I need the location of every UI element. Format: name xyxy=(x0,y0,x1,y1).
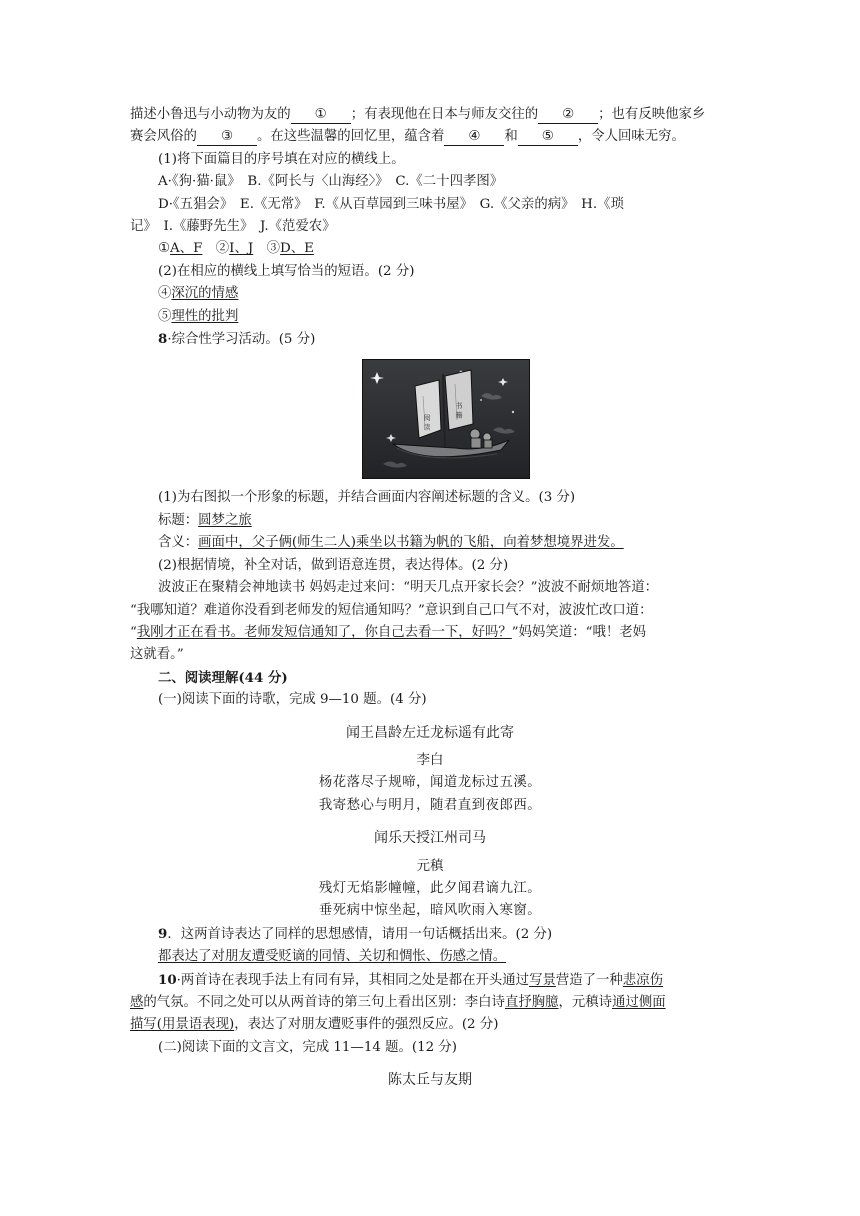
poem1-title: 闻王昌龄左迁龙标遥有此寄 xyxy=(346,724,514,741)
q8-meaning-answer: 含义：画面中，父子俩(师生二人)乘坐以书籍为帆的飞船，向着梦想境界进发。 xyxy=(158,535,624,551)
blank-3: ③ xyxy=(197,129,257,146)
q10-line-3: 描写(用景语表现)，表达了对朋友遭贬事件的强烈反应。(2 分) xyxy=(130,1017,499,1033)
poem2-line2: 垂死病中惊坐起，暗风吹雨入寒窗。 xyxy=(318,903,542,919)
q8-dialog-1: 波波正在聚精会神地读书 妈妈走过来问：“明天几点开家长会？”波波不耐烦地答道： xyxy=(158,580,659,596)
flying-ship-image xyxy=(363,360,529,478)
q7-answer-5: ⑤理性的批判 xyxy=(158,308,239,324)
sail-right-label: 书 籍 xyxy=(455,402,463,419)
poem1-author: 李白 xyxy=(416,752,444,768)
q9-answer: 都表达了对朋友遭受贬谪的同情、关切和惆怅、伤感之情。 xyxy=(158,949,507,965)
sail-left-label: 阅 读 xyxy=(423,414,431,431)
section-2-part1: (一)阅读下面的诗歌，完成 9—10 题。(4 分) xyxy=(158,692,427,708)
answer-3: D、E xyxy=(280,241,314,257)
answer-2: I、J xyxy=(229,241,254,257)
q8-sub2: (2)根据情境，补全对话，做到语意连贯，表达得体。(2 分) xyxy=(158,557,509,573)
q7-sub1: (1)将下面篇目的序号填在对应的横线上。 xyxy=(158,151,405,167)
dialog-answer: 我刚才正在看书。老师发短信通知了，你自己去看一下，好吗？ xyxy=(136,624,512,640)
section-2-heading: 二、阅读理解(44 分) xyxy=(158,669,288,686)
q8-title-answer: 标题：圆梦之旅 xyxy=(158,512,252,528)
part2-heading: (二)阅读下面的文言文，完成 11—14 题。(12 分) xyxy=(158,1039,458,1055)
document-page xyxy=(130,104,730,1092)
blank-2: ② xyxy=(538,107,598,124)
blank-1: ① xyxy=(291,107,351,124)
q10-line-2: 感的气氛。不同之处可以从两首诗的第三句上看出区别：李白诗直抒胸臆，元稹诗通过侧面 xyxy=(130,995,666,1010)
answer-1: A、F xyxy=(170,241,203,257)
q7-options-row1: A·《狗·猫·鼠》 B.《阿长与〈山海经〉》 C.《二十四孝图》 xyxy=(158,174,504,190)
q7-answer-4: ④深沉的情感 xyxy=(158,286,239,302)
q10-line-1: 10·两首诗在表现手法上有同有异，其相同之处是都在开头通过写景营造了一种悲凉伤 xyxy=(158,971,663,988)
q7-options-row3: 记》 I.《藤野先生》 J.《范爱农》 xyxy=(130,219,336,235)
intro-line-1: 描述小鲁迅与小动物为友的 ① ；有表现他在日本与师友交往的 ② ；也有反映他家乡 xyxy=(130,107,706,122)
q8-heading: 8·综合性学习活动。(5 分) xyxy=(158,331,316,348)
blank-4: ④ xyxy=(444,129,504,146)
q9-question: 9．这两首诗表达了同样的思想感情，请用一句话概括出来。(2 分) xyxy=(158,925,553,942)
book-ship-illustration xyxy=(362,359,530,479)
intro-line-2: 赛会风俗的 ③ 。在这些温馨的回忆里，蕴含着 ④ 和 ⑤ ，令人回味无穷。 xyxy=(130,129,685,145)
part2-title: 陈太丘与友期 xyxy=(388,1072,472,1089)
poem2-author: 元稹 xyxy=(416,858,444,874)
q8-dialog-3: “我刚才正在看书。老师发短信通知了，你自己去看一下，好吗？”妈妈笑道：“哦！老妈 xyxy=(130,624,647,640)
poem1-line1: 杨花落尽子规啼，闻道龙标过五溪。 xyxy=(318,775,542,791)
q8-sub1: (1)为右图拟一个形象的标题，并结合画面内容阐述标题的含义。(3 分) xyxy=(158,490,576,506)
q8-dialog-2: “我哪知道？难道你没看到老师发的短信通知吗？”意识到自己口气不对，波波忙改口道： xyxy=(130,602,653,618)
poem2-title: 闻乐天授江州司马 xyxy=(374,830,486,847)
poem2-line1: 残灯无焰影幢幢，此夕闻君谪九江。 xyxy=(318,880,542,896)
poem1-line2: 我寄愁心与明月，随君直到夜郎西。 xyxy=(318,797,542,813)
q7-options-row2: D·《五猖会》 E.《无常》 F.《从百草园到三味书屋》 G.《父亲的病》 H.《琐 xyxy=(158,196,624,212)
q8-dialog-4: 这就看。” xyxy=(130,647,184,663)
q7-sub2: (2)在相应的横线上填写恰当的短语。(2 分) xyxy=(158,263,415,279)
blank-5: ⑤ xyxy=(518,129,578,146)
q7-answers-1-3: ①A、F ②I、J ③D、E xyxy=(158,241,314,257)
q8-number: 8 xyxy=(158,331,168,348)
